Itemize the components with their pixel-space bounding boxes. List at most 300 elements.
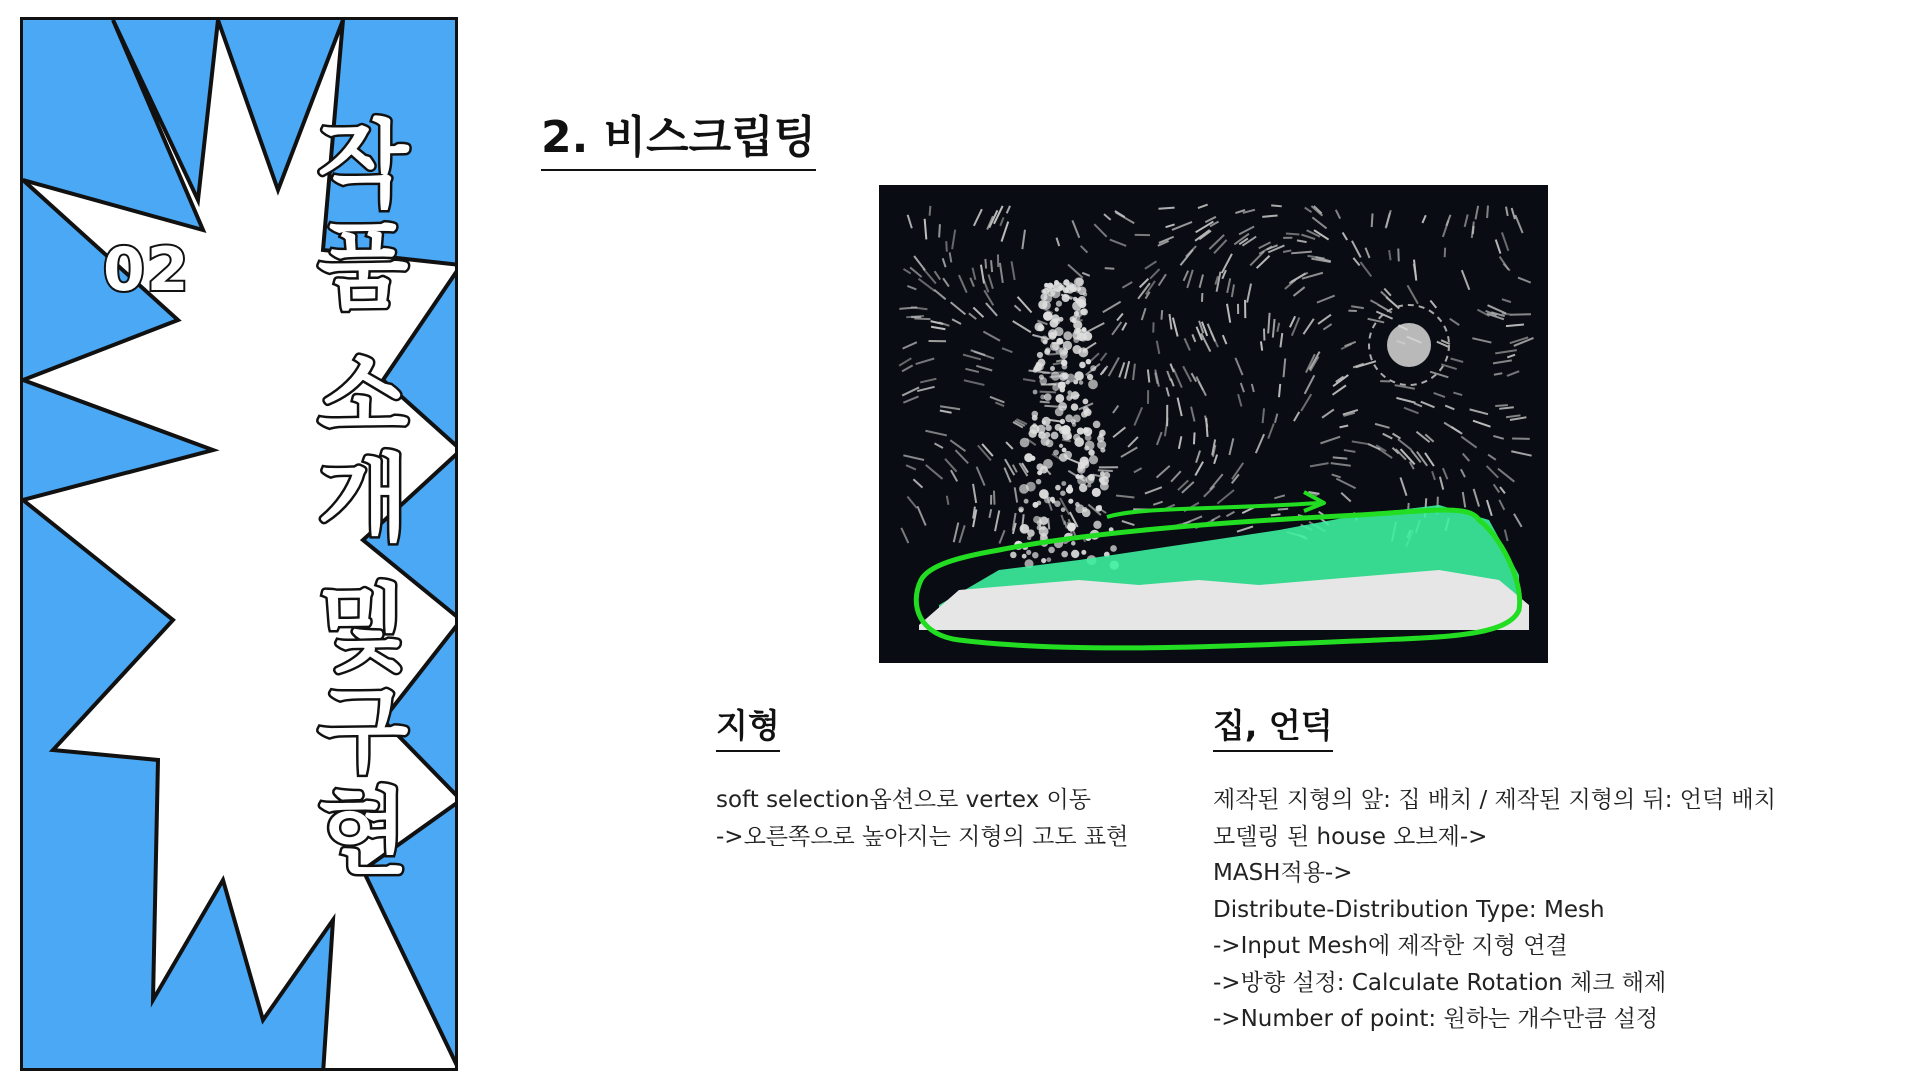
flow-stroke [1201,333,1210,351]
flow-stroke [1332,474,1341,477]
flow-stroke [1450,319,1459,325]
flow-stroke [1398,439,1412,450]
text-line: Distribute-Distribution Type: Mesh [1213,896,1605,923]
flow-stroke [1101,353,1107,361]
flow-stroke [935,271,941,279]
flow-stroke [910,267,922,277]
particle-dot [1093,521,1101,529]
flow-stroke [1086,323,1104,332]
flow-stroke [1487,466,1499,478]
flow-stroke [973,268,976,280]
particle-dot [1056,301,1062,307]
flow-stroke [1204,486,1215,497]
particle-dot [1061,481,1066,486]
flow-stroke [1158,208,1174,209]
flow-stroke [901,528,908,543]
section-number: 02 [103,235,191,305]
flow-stroke [1320,437,1340,444]
flow-stroke [1178,398,1182,416]
particle-dot [1060,387,1066,393]
flow-stroke [1195,462,1203,476]
text-line: ->Input Mesh에 제작한 지형 연결 [1213,933,1568,959]
flow-stroke [1365,248,1369,258]
flow-stroke [1275,414,1277,423]
flow-stroke [1057,238,1060,246]
particle-dot [1086,359,1092,365]
flow-stroke [995,402,1004,406]
flow-stroke [925,431,946,436]
flow-stroke [1305,375,1315,394]
flow-stroke [923,269,936,284]
flow-stroke [1317,296,1335,303]
text-line: ->Number of point: 원하는 개수만큼 설정 [1213,1006,1659,1032]
particle-dot [1096,505,1102,511]
flow-stroke [1372,213,1373,227]
flow-stroke [943,278,949,286]
particle-dot [1056,338,1063,345]
flow-stroke [1453,393,1462,395]
flow-stroke [1000,263,1003,283]
particle-dot [1089,455,1098,464]
flow-stroke [1297,240,1307,242]
side-panel [20,17,458,1071]
flow-stroke [1013,465,1017,473]
flow-stroke [1081,246,1088,253]
flow-stroke [947,496,949,505]
particle-dot [1041,525,1046,530]
flow-stroke [1222,254,1232,273]
flow-stroke [930,206,931,216]
flow-stroke [1238,394,1241,406]
title-char: 현 [317,779,409,888]
flow-stroke [907,286,916,290]
flow-stroke [1161,310,1162,320]
flow-stroke [1443,468,1448,479]
flow-stroke [1171,471,1181,481]
flow-stroke [1232,284,1234,297]
particle-dot [1093,421,1101,429]
particle-dot [1022,554,1027,559]
flow-stroke [995,510,999,531]
flow-stroke [1082,273,1090,276]
flow-stroke [955,450,968,463]
flow-stroke [1351,306,1364,308]
flow-stroke [1192,373,1197,382]
flow-stroke [1191,407,1194,422]
flow-stroke [1507,371,1519,376]
text-line: MASH적용-> [1213,860,1353,886]
flow-stroke [1515,215,1522,233]
flow-stroke [1112,322,1121,335]
flow-stroke [1122,521,1135,525]
particle-dot [1033,390,1038,395]
particle-dot [1069,284,1077,292]
flow-stroke [1333,375,1348,386]
flow-stroke [1502,232,1508,250]
particle-dot [1051,432,1059,440]
particle-dot [1042,417,1051,426]
flow-stroke [984,290,993,305]
flow-stroke [1192,334,1195,342]
flow-stroke [1122,323,1126,331]
flow-stroke [973,308,983,318]
flow-stroke [1012,261,1015,280]
flow-stroke [1153,502,1162,505]
particle-dot [1037,425,1046,434]
particle-dot [1062,448,1067,453]
particle-dot [1072,301,1082,311]
flow-stroke [1506,415,1520,417]
flow-stroke [1098,470,1113,471]
flow-stroke [982,444,993,456]
flow-stroke [1284,358,1286,377]
particle-dot [1083,427,1089,433]
flow-stroke [1210,474,1223,489]
particle-dot [1070,316,1075,321]
flow-stroke [920,379,936,383]
particle-dot [1054,327,1063,336]
flow-stroke [1294,412,1299,421]
flow-stroke [971,350,985,355]
particle-dot [1079,362,1086,369]
flow-stroke [1505,530,1508,541]
flow-stroke [1301,235,1315,239]
flow-stroke [1383,434,1393,439]
flow-stroke [1022,230,1025,249]
flow-stroke [1094,224,1106,237]
flow-stroke [1263,408,1264,423]
flow-stroke [1461,469,1465,477]
particle-dot [1053,450,1059,456]
flow-stroke [1487,206,1488,218]
particle-dot [1043,288,1050,295]
flow-stroke [1134,407,1142,425]
flow-stroke [1252,384,1254,392]
flow-stroke [1157,341,1160,354]
flow-stroke [1180,250,1192,266]
particle-dot [1032,552,1038,558]
particle-dot [1097,435,1104,442]
particle-dot [1037,470,1042,475]
title-char: 소 [317,343,409,452]
flow-stroke [1278,509,1288,510]
flow-stroke [1167,371,1171,381]
flow-stroke [1184,271,1189,281]
particle-dot [1073,434,1080,441]
flow-stroke [1518,278,1531,283]
flow-stroke [1169,314,1171,329]
flow-stroke [925,219,927,240]
particle-dot [1059,347,1068,356]
flow-stroke [1422,215,1425,223]
flow-stroke [1200,275,1203,288]
particle-dot [1041,558,1046,563]
particle-dot [1026,482,1036,492]
particle-dot [1072,345,1081,354]
flow-stroke [1496,240,1501,254]
flow-stroke [1196,451,1200,463]
flow-stroke [1396,398,1415,403]
particle-dot [1083,398,1089,404]
flow-stroke [1493,436,1503,439]
particle-dot [1075,278,1084,287]
flow-stroke [1432,471,1435,480]
flow-stroke [1166,387,1169,396]
flow-stroke [974,209,982,226]
flow-stroke [934,443,942,448]
particle-dot [1063,331,1072,340]
flow-stroke [1487,500,1492,516]
flow-stroke [1323,324,1331,330]
flow-stroke [976,366,992,371]
flow-stroke [934,290,945,300]
flow-stroke [1116,495,1134,497]
flow-stroke [1174,369,1182,388]
flow-stroke [1465,215,1468,227]
flow-stroke [1179,436,1182,448]
flow-stroke [965,369,978,372]
green-arrow [1107,503,1319,517]
flow-stroke [1331,463,1351,466]
flow-stroke [945,459,957,472]
flow-stroke [1048,518,1049,529]
flow-stroke [1256,434,1264,453]
flow-stroke [999,530,1004,543]
flow-stroke [1336,479,1355,489]
particle-dot [1058,286,1062,290]
flow-stroke [1368,319,1385,323]
particle-dot [1068,499,1073,504]
flow-stroke [1247,284,1251,303]
text-line: ->오른쪽으로 높아지는 지형의 고도 표현 [716,823,1129,850]
flow-stroke [1273,319,1275,338]
flow-stroke [1375,424,1389,428]
terrain-heading: 지형 [716,700,780,752]
flow-stroke [903,396,918,402]
flow-stroke [1514,514,1522,527]
flow-stroke [1199,231,1211,240]
flow-stroke [1007,206,1010,213]
flow-stroke [954,523,959,543]
particle-dot [1019,508,1023,512]
flow-stroke [994,491,995,505]
flow-stroke [1446,215,1450,226]
flow-stroke [1463,454,1470,462]
flow-stroke [940,411,952,413]
flow-stroke [1495,350,1517,353]
flow-stroke [1407,285,1417,303]
flow-stroke [1277,323,1279,332]
particle-dot [1060,419,1065,424]
particle-dot [1062,372,1069,379]
flow-stroke [1414,260,1416,281]
flow-stroke [1445,406,1454,410]
flow-stroke [1133,364,1135,380]
flow-stroke [931,321,944,324]
flow-stroke [1499,407,1514,409]
particle-dot [1067,522,1076,531]
flow-stroke [1341,493,1351,502]
particle-dot [1110,545,1117,552]
particle-dot [1075,502,1080,507]
flow-stroke [903,342,917,348]
flow-stroke [1477,310,1489,316]
flow-stroke [1004,468,1010,483]
particle-dot [1020,438,1030,448]
flow-stroke [1150,269,1159,279]
flow-stroke [1214,455,1217,464]
flow-stroke [1122,282,1132,288]
particle-dot [1082,508,1091,517]
flow-stroke [1421,402,1435,408]
flow-stroke [952,230,955,250]
particle-dot [1051,288,1061,298]
terrain-description [716,782,1128,855]
flow-stroke [1125,361,1129,379]
particle-dot [1076,328,1081,333]
flow-stroke [973,484,976,503]
title-char: 작 [317,111,409,220]
flow-stroke [1305,208,1312,213]
particle-dot [1010,552,1017,559]
flow-stroke [1434,393,1445,397]
flow-stroke [1172,222,1192,230]
flow-stroke [931,327,945,329]
flow-stroke [1113,405,1118,413]
flow-stroke [1128,437,1138,447]
flow-stroke [1173,318,1178,337]
particle-dot [1077,427,1084,434]
flow-stroke [1217,490,1234,504]
particle-dot [1079,474,1084,479]
flow-stroke [913,479,922,487]
flow-stroke [902,365,913,371]
flow-stroke [950,440,965,451]
flow-strokes [899,205,1533,548]
text-line: soft selection옵션으로 vertex 이동 [716,787,1091,813]
flow-stroke [914,256,925,270]
flow-stroke [940,406,960,409]
particle-dot [1062,294,1070,302]
flow-stroke [1336,210,1340,219]
flow-stroke [1013,321,1031,332]
particle-dot [1061,360,1067,366]
flow-stroke [1229,438,1233,455]
flow-stroke [1205,217,1216,222]
particle-dot [1043,339,1048,344]
particle-dot [1060,490,1065,495]
flow-stroke [1498,469,1514,482]
flow-stroke [983,332,1000,341]
flow-stroke [1119,362,1124,377]
particle-dot [1087,483,1091,487]
particle-dot [1036,362,1040,366]
flow-stroke [1170,364,1173,372]
flow-stroke [1015,487,1017,502]
flow-stroke [1343,232,1348,240]
particle-dot [1055,408,1064,417]
flow-stroke [969,313,976,319]
flow-stroke [1393,434,1401,439]
particle-dot [1087,374,1093,380]
flow-stroke [899,358,911,366]
particle-dot [1061,551,1068,558]
flow-stroke [1493,360,1512,363]
flow-stroke [986,303,997,316]
flow-stroke [914,319,930,320]
flow-stroke [1474,489,1479,507]
flow-stroke [1145,261,1157,269]
particle-dot [1055,394,1064,403]
particle-dot [1059,426,1067,434]
flow-stroke [1500,257,1509,270]
particle-dot [1044,393,1052,401]
flow-stroke [1279,384,1280,397]
flow-stroke [917,387,934,391]
flow-stroke [1006,442,1013,449]
particle-dot [1054,280,1059,285]
flow-stroke [1184,338,1189,350]
flow-stroke [1196,377,1206,396]
flow-stroke [906,465,916,469]
flow-stroke [926,465,943,479]
flow-stroke [1476,206,1479,220]
flow-stroke [989,275,993,289]
flow-stroke [903,269,910,274]
flow-stroke [1472,222,1474,239]
flow-stroke [1113,427,1125,437]
text-line: 모델링 된 house 오브제-> [1213,823,1488,850]
flow-stroke [1352,241,1361,258]
vertical-title [283,111,443,888]
particle-dot [1088,379,1098,389]
flow-stroke [903,455,924,460]
particle-dot [1044,349,1050,355]
particle-dot [1028,429,1036,437]
flow-stroke [1283,250,1291,252]
particle-dot [1032,423,1036,427]
flow-stroke [1488,455,1496,460]
particle-dot [1038,300,1047,309]
particle-dot [1024,499,1029,504]
particle-dot [1035,322,1044,331]
particle-dot [1026,550,1031,555]
flow-stroke [1274,495,1285,498]
particle-dot [1032,411,1039,418]
particle-dot [1066,486,1073,493]
particle-dot [1040,517,1048,525]
flow-stroke [1053,363,1062,364]
flow-stroke [1235,358,1242,375]
flow-stroke [989,509,991,518]
particle-dot [1081,550,1086,555]
particle-dot [1071,550,1079,558]
flow-stroke [1400,477,1406,495]
flow-stroke [1286,233,1300,234]
particle-dot [1037,501,1042,506]
flow-stroke [1205,416,1207,427]
flow-stroke [1404,408,1419,414]
flow-stroke [1495,405,1508,406]
particle-dot [1051,371,1060,380]
flow-stroke [1000,217,1003,226]
flow-stroke [1451,358,1464,361]
flow-stroke [1142,308,1146,320]
flow-stroke [916,358,935,364]
flow-stroke [1310,463,1329,466]
flow-stroke [1280,333,1282,347]
flow-stroke [1109,358,1119,377]
